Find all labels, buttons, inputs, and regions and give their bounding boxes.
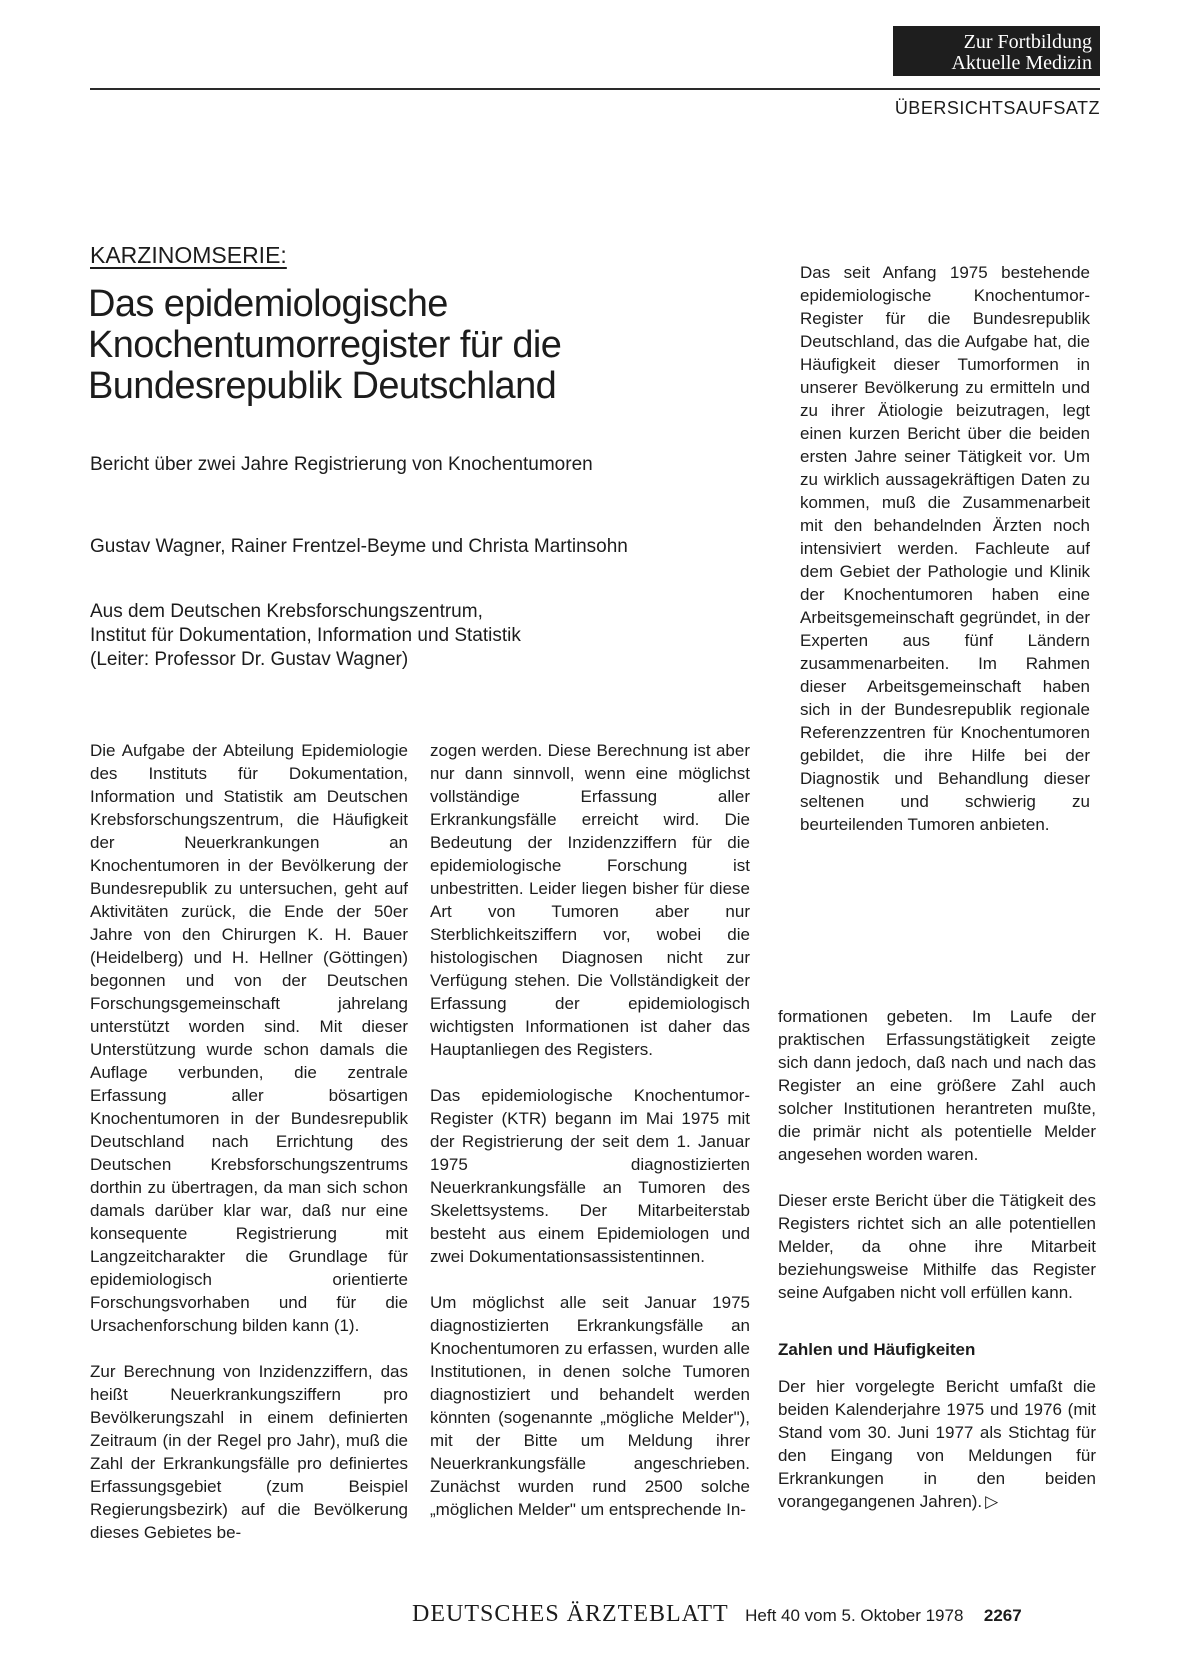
paragraph-text: Der hier vorgelegte Bericht umfaßt die beiden Kalenderjahre 1975 und 1976 (mit Stand vom 30. Juni 1977 als Stichtag für den Eingang von Meldungen für Erkrankungen in den beiden vorangegangenen Jahren).: [778, 1377, 1096, 1511]
affiliation: [90, 600, 521, 672]
body-paragraph: Das epidemiologische Knochentumor-Register (KTR) begann im Mai 1975 mit der Registrierung der seit dem 1. Januar 1975 diagnostizierten Neuerkrankungsfälle an Tumoren des Skelettsystems. Der Mitarbeiterstab besteht aus einem Epidemiologen und zwei Dokumentationsassistentinnen.: [430, 1086, 750, 1266]
section-label: ÜBERSICHTSAUFSATZ: [894, 98, 1100, 118]
article-title: Das epidemiologische Knochentumorregister für die Bundesrepublik Deutschland: [88, 283, 562, 407]
body-paragraph: zogen werden. Diese Berechnung ist aber nur dann sinnvoll, wenn eine möglichst vollständige Erfassung aller Erkrankungsfälle erreicht wird. Die Bedeutung der Inzidenzziffern für die epidemiologische Forschung ist unbestritten. Leider liegen bisher für diese Art von Tumoren aber nur Sterblichkeitsziffern vor, wobei die histologischen Diagnosen nicht zur Verfügung stehen. Die Vollständigkeit der Erfassung der epidemiologisch wichtigsten Informationen ist daher das Hauptanliegen des Registers.: [430, 741, 750, 1059]
body-paragraph: Zur Berechnung von Inzidenzziffern, das heißt Neuerkrankungsziffern pro Bevölkerungszahl in einem definierten Zeitraum (in der Regel pro Jahr), muß die Zahl der Erkrankungsfälle pro definiertes Erfassungsgebiet (zum Beispiel Regierungsbezirk) auf die Bevölkerung dieses Gebietes be-: [90, 1362, 408, 1542]
affiliation-line: (Leiter: Professor Dr. Gustav Wagner): [90, 649, 409, 670]
affiliation-line: Aus dem Deutschen Krebsforschungszentrum,: [90, 601, 483, 622]
body-paragraph: Um möglichst alle seit Januar 1975 diagnostizierten Erkrankungsfälle an Knochentumoren zu erfassen, wurden alle Institutionen, in denen solche Tumoren diagnostiziert und behandelt werden könnten (sogenannte „mögliche Melder"), mit der Bitte um Meldung ihrer Neuerkrankungsfälle angeschrieben. Zunächst wurden rund 2500 solche „möglichen Melder" um entsprechende In-: [430, 1293, 750, 1519]
abstract-paragraph: Das seit Anfang 1975 bestehende epidemiologische Knochentumor-Register für die Bundesrepublik Deutschland, das die Aufgabe hat, die Häufigkeit dieser Tumorformen in unserer Bevölkerung zu ermitteln und zu ihrer Ätiologie beizutragen, legt einen kurzen Bericht über die beiden ersten Jahre seiner Tätigkeit vor. Um zu wirklich aussagekräftigen Daten zu kommen, muß die Zusammenarbeit mit den behandelnden Ärzten noch intensiviert werden. Fachleute auf dem Gebiet der Pathologie und Klinik der Knochentumoren haben eine Arbeitsgemeinschaft gegründet, in der Experten aus fünf Ländern zusammenarbeiten. Im Rahmen dieser Arbeitsgemeinschaft haben sich in der Bundesrepublik regionale Referenzzentren für Knochentumoren gebildet, die ihre Hilfe bei der Diagnostik und Behandlung dieser seltenen und schwierig zu beurteilenden Tumoren anbieten.: [800, 263, 1090, 834]
issue-info: Heft 40 vom 5. Oktober 1978: [745, 1606, 964, 1625]
section-heading: Zahlen und Häufigkeiten: [778, 1340, 976, 1359]
journal-name: DEUTSCHES ÄRZTEBLATT: [412, 1601, 729, 1627]
body-column-3: [778, 1005, 1096, 1513]
body-column-2: [430, 739, 750, 1521]
affiliation-line: Institut für Dokumentation, Information und Statistik: [90, 625, 521, 646]
authors: Gustav Wagner, Rainer Frentzel-Beyme und Christa Martinsohn: [90, 536, 628, 557]
corner-badge: [893, 26, 1100, 76]
body-paragraph: [778, 1375, 1096, 1513]
article-subtitle: Bericht über zwei Jahre Registrierung von Knochentumoren: [90, 454, 593, 475]
body-paragraph: Die Aufgabe der Abteilung Epidemiologie des Instituts für Dokumentation, Information und Statistik am Deutschen Krebsforschungszentrum, die Häufigkeit der Neuerkrankungen an Knochentumoren in der Bevölkerung der Bundesrepublik zu untersuchen, geht auf Aktivitäten zurück, die Ende der 50er Jahre von den Chirurgen K. H. Bauer (Heidelberg) und H. Hellner (Göttingen) begonnen und von der Deutschen Forschungsgemeinschaft jahrelang unterstützt worden sind. Mit dieser Unterstützung wurde schon damals die Auflage verbunden, die zentrale Erfassung aller bösartigen Knochentumoren in der Bundesrepublik Deutschland nach Errichtung des Deutschen Krebsforschungszentrums dorthin zu übertragen, da man sich schon damals darüber klar war, daß nur eine konsequente Registrierung mit Langzeitcharakter die Grundlage für epidemiologisch orientierte Forschungsvorhaben und für die Ursachenforschung bilden kann (1).: [90, 741, 408, 1335]
body-column-1: [90, 739, 408, 1544]
page-footer: [412, 1601, 1022, 1628]
page-number: 2267: [983, 1606, 1022, 1625]
continue-arrow-icon: ▷: [985, 1492, 999, 1511]
body-paragraph: formationen gebeten. Im Laufe der praktischen Erfassungstätigkeit zeigte sich dann jedoch, daß nach und nach das Register an eine größere Zahl auch solcher Institutionen herantreten mußte, die primär nicht als potentielle Melder angesehen worden waren.: [778, 1007, 1096, 1164]
badge-line-1: Zur Fortbildung: [963, 31, 1092, 53]
abstract-column: [800, 261, 1090, 836]
series-label: KARZINOMSERIE:: [90, 242, 287, 268]
body-paragraph: Dieser erste Bericht über die Tätigkeit des Registers richtet sich an alle potentiellen Melder, da ohne ihre Mitarbeit beziehungsweise Mithilfe das Register seine Aufgaben nicht voll erfüllen kann.: [778, 1191, 1096, 1302]
badge-line-2: Aktuelle Medizin: [951, 52, 1092, 74]
header-rule: [90, 88, 1100, 90]
